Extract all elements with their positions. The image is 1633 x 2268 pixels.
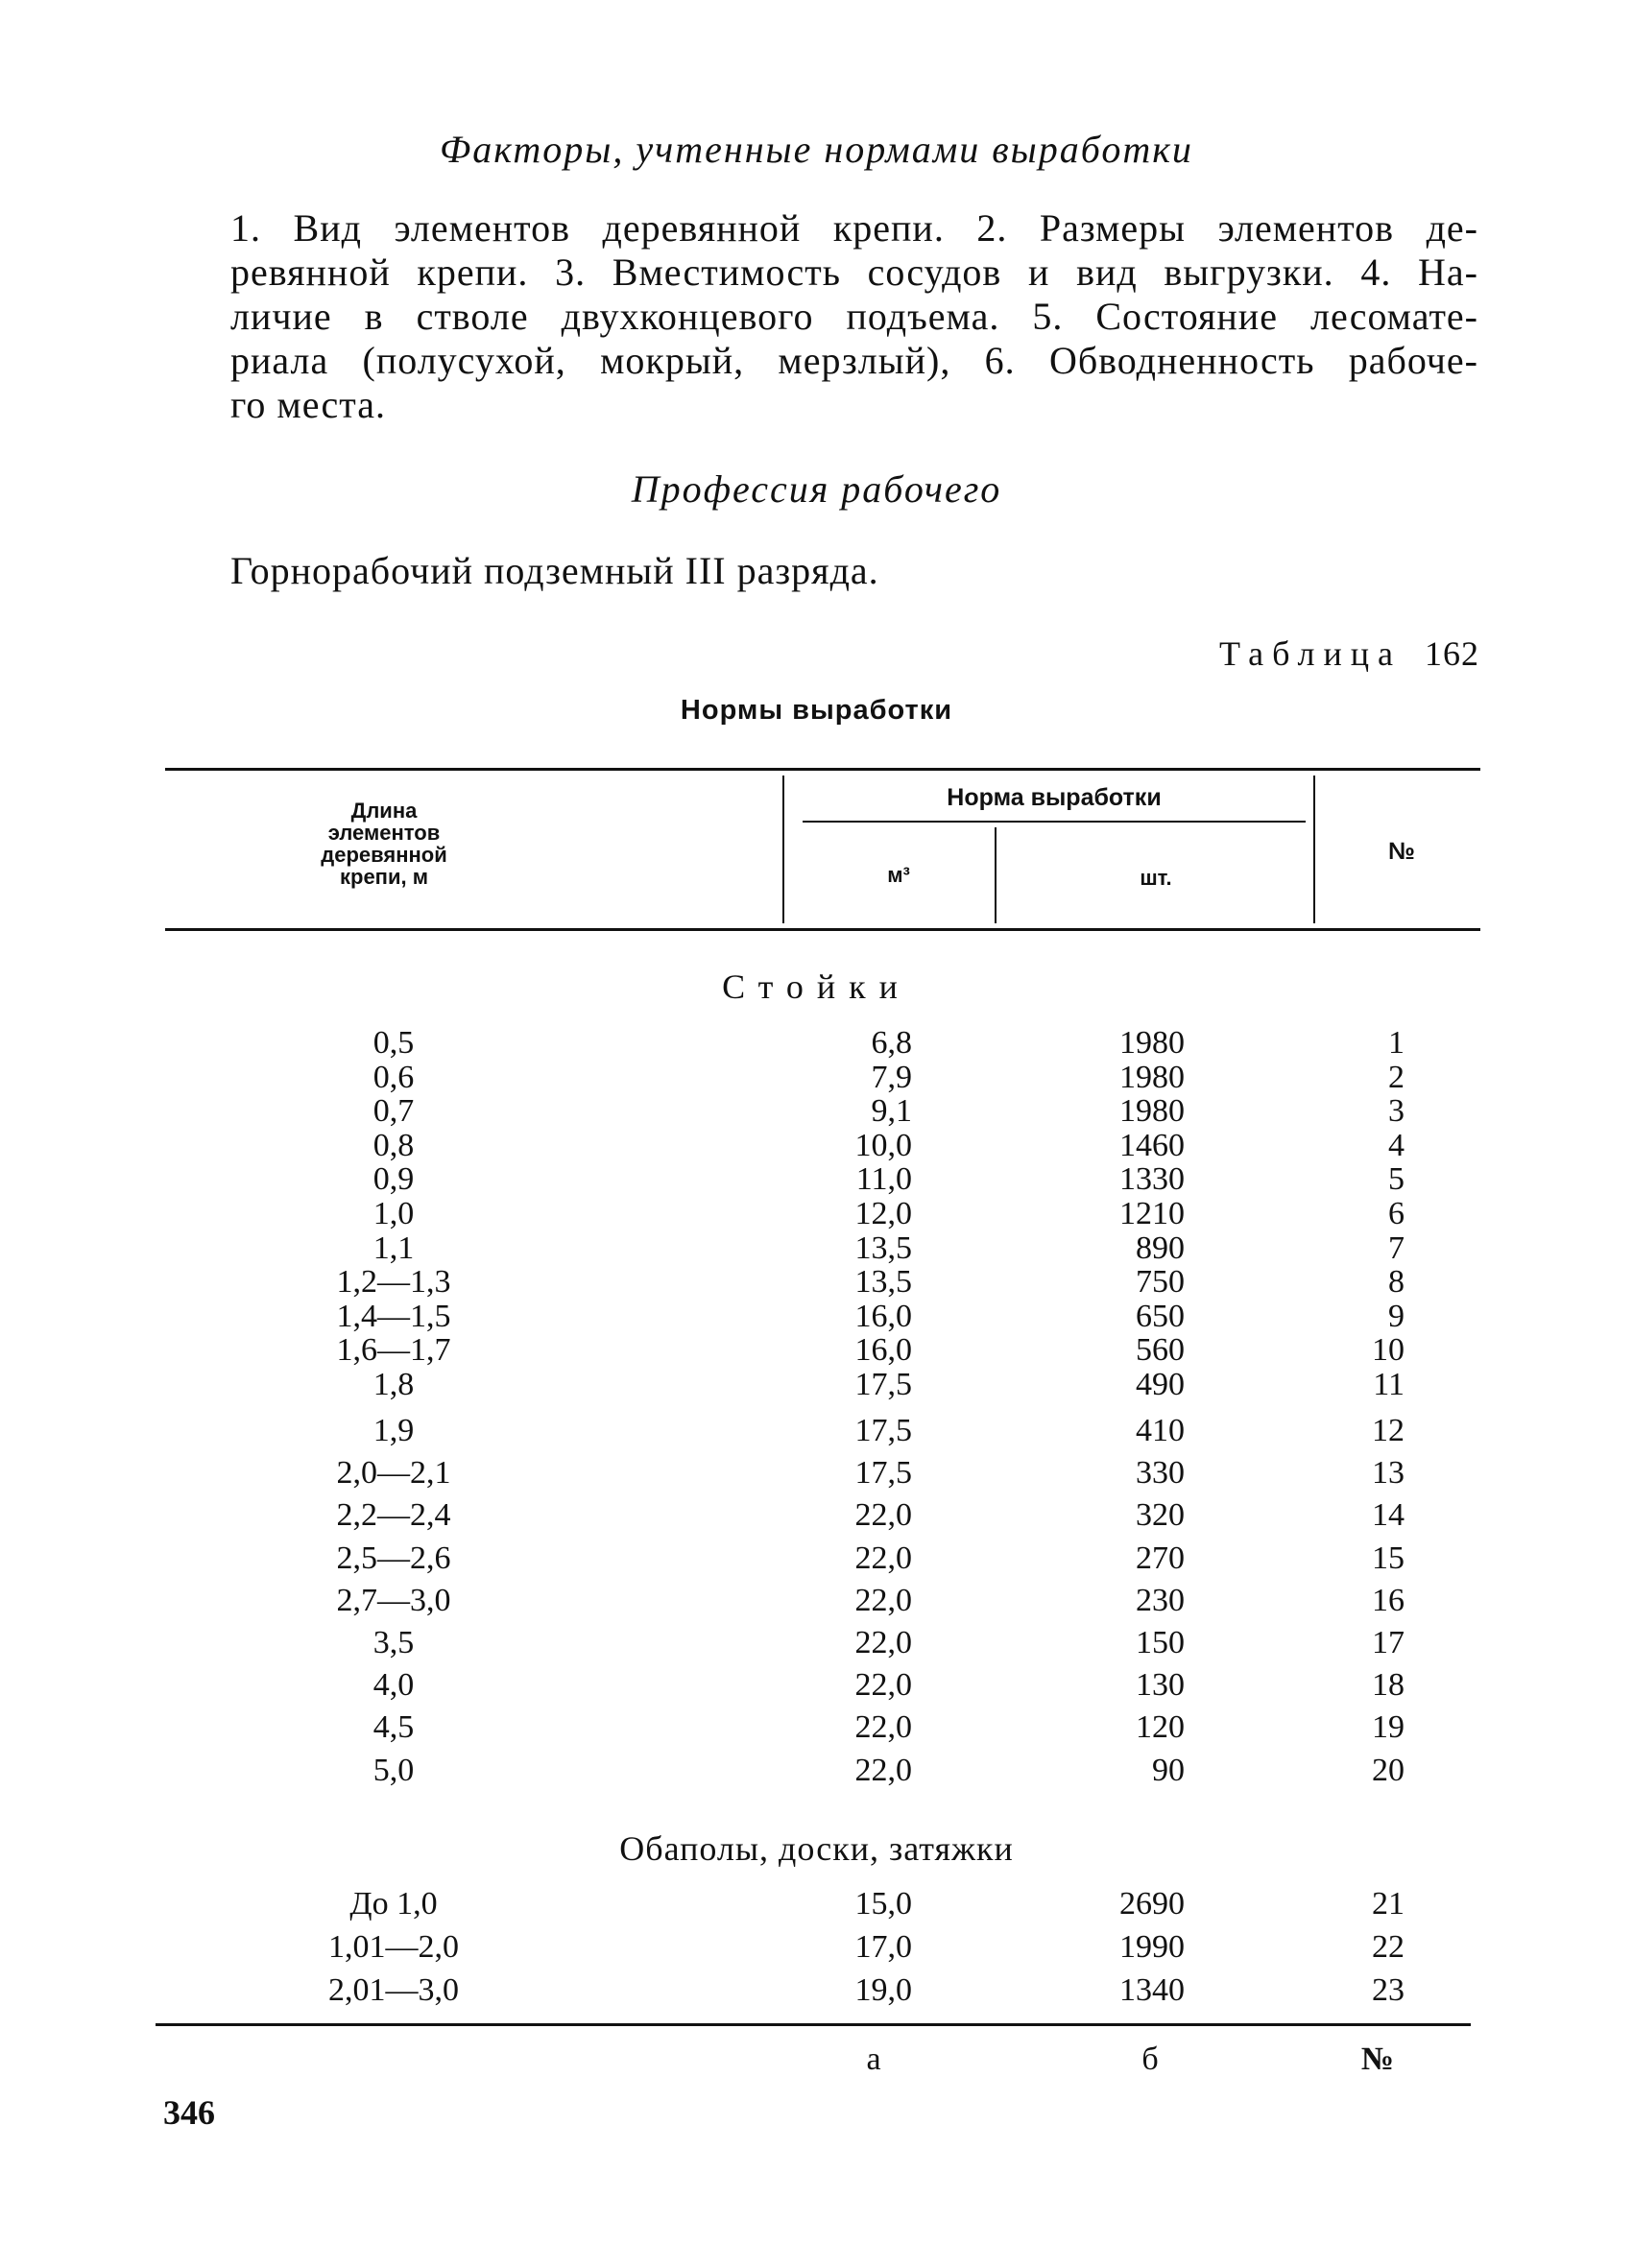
factors-line: 1. Вид элементов деревянной крепи. 2. Размеры элементов де-	[230, 206, 1478, 250]
table-row	[0, 1415, 1633, 1447]
cell-pcs: 1980	[1119, 1093, 1185, 1129]
cell-length: 1,8	[372, 1367, 415, 1402]
factors-line: риала (полусухой, мокрый, мерзлый), 6. Обводненность рабоче-	[230, 339, 1478, 382]
footer-label-b: б	[1141, 2041, 1159, 2077]
section-title-stoiki: Стойки	[722, 967, 911, 1006]
cell-no: 14	[1372, 1497, 1405, 1533]
cell-m3: 13,5	[854, 1264, 912, 1300]
cell-length: 2,2—2,4	[336, 1497, 451, 1533]
col-header-group: Норма выработки	[947, 784, 1162, 811]
cell-pcs: 490	[1136, 1367, 1185, 1402]
cell-m3: 22,0	[854, 1753, 912, 1788]
cell-m3: 22,0	[854, 1667, 912, 1703]
cell-no: 17	[1372, 1625, 1405, 1660]
cell-pcs: 1330	[1119, 1161, 1185, 1197]
header-bottom-rule	[165, 928, 1480, 931]
table-row	[0, 1542, 1633, 1575]
cell-no: 1	[1388, 1025, 1405, 1061]
cell-length: 1,01—2,0	[328, 1929, 459, 1965]
table-row	[0, 1369, 1633, 1401]
cell-no: 4	[1388, 1128, 1405, 1163]
cell-length: 1,6—1,7	[336, 1332, 451, 1368]
cell-no: 12	[1372, 1413, 1405, 1448]
cell-no: 16	[1372, 1583, 1405, 1618]
cell-length: 0,7	[372, 1093, 415, 1129]
table-row	[0, 1888, 1633, 1921]
table-top-rule	[165, 768, 1480, 771]
table-row	[0, 1669, 1633, 1702]
footer-label-a: а	[866, 2041, 881, 2077]
factors-paragraph	[230, 206, 1478, 427]
cell-m3: 11,0	[855, 1161, 912, 1197]
page-number: 346	[163, 2093, 215, 2132]
cell-m3: 9,1	[871, 1093, 912, 1129]
cell-no: 21	[1372, 1886, 1405, 1922]
cell-no: 11	[1373, 1367, 1405, 1402]
cell-length: 3,5	[372, 1625, 415, 1660]
cell-m3: 12,0	[854, 1196, 912, 1231]
cell-m3: 22,0	[854, 1583, 912, 1618]
cell-pcs: 1210	[1119, 1196, 1185, 1231]
cell-no: 5	[1388, 1161, 1405, 1197]
header-divider-mid	[995, 827, 997, 923]
cell-m3: 19,0	[854, 1972, 912, 2008]
header-divider-right	[1313, 776, 1315, 923]
cell-no: 2	[1388, 1060, 1405, 1095]
table-row	[0, 1457, 1633, 1490]
cell-pcs: 1980	[1119, 1025, 1185, 1061]
cell-no: 23	[1372, 1972, 1405, 2008]
table-bottom-rule	[156, 2023, 1471, 2026]
cell-m3: 22,0	[854, 1625, 912, 1660]
table-row	[0, 1130, 1633, 1162]
cell-pcs: 230	[1136, 1583, 1185, 1618]
factors-line: личие в стволе двухконцевого подъема. 5. Состояние лесомате-	[230, 295, 1478, 338]
cell-length: 1,1	[372, 1230, 415, 1266]
cell-m3: 17,5	[854, 1413, 912, 1448]
cell-pcs: 1460	[1119, 1128, 1185, 1163]
table-caption-number: 162	[1425, 634, 1479, 673]
table-row	[0, 1585, 1633, 1617]
cell-length: 1,4—1,5	[336, 1299, 451, 1334]
cell-m3: 15,0	[854, 1886, 912, 1922]
cell-length: 0,6	[372, 1060, 415, 1095]
col-header-no: №	[1388, 838, 1415, 865]
cell-no: 18	[1372, 1667, 1405, 1703]
cell-length: 1,2—1,3	[336, 1264, 451, 1300]
cell-no: 7	[1388, 1230, 1405, 1266]
cell-length: 2,01—3,0	[328, 1972, 459, 2008]
header-divider-left	[782, 776, 784, 923]
table-title: Нормы выработки	[680, 695, 953, 726]
table-row	[0, 1755, 1633, 1787]
factors-heading: Факторы, учтенные нормами выработки	[440, 128, 1193, 171]
section-title-obapoly: Обаполы, доски, затяжки	[619, 1829, 1014, 1868]
cell-length: 2,5—2,6	[336, 1540, 451, 1576]
cell-pcs: 90	[1152, 1753, 1185, 1788]
cell-m3: 16,0	[854, 1332, 912, 1368]
cell-pcs: 1340	[1119, 1972, 1185, 2008]
cell-pcs: 2690	[1119, 1886, 1185, 1922]
cell-length: 0,8	[372, 1128, 415, 1163]
table-row	[0, 1931, 1633, 1964]
cell-m3: 6,8	[871, 1025, 912, 1061]
cell-length: До 1,0	[349, 1886, 438, 1922]
cell-pcs: 560	[1136, 1332, 1185, 1368]
footer-label-no: №	[1360, 2041, 1395, 2077]
table-row	[0, 1974, 1633, 2007]
col-header-pcs: шт.	[1140, 866, 1172, 890]
cell-m3: 13,5	[854, 1230, 912, 1266]
cell-length: 0,9	[372, 1161, 415, 1197]
table-row	[0, 1266, 1633, 1299]
cell-no: 3	[1388, 1093, 1405, 1129]
factors-line: ревянной крепи. 3. Вместимость сосудов и вид выгрузки. 4. На-	[230, 251, 1478, 294]
cell-pcs: 330	[1136, 1455, 1185, 1491]
table-caption	[1219, 633, 1479, 674]
cell-length: 4,5	[372, 1709, 415, 1745]
col-header-length: Длина элементов деревянной крепи, м	[321, 799, 447, 889]
table-row	[0, 1334, 1633, 1367]
table-row	[0, 1198, 1633, 1230]
cell-pcs: 1990	[1119, 1929, 1185, 1965]
cell-length: 4,0	[372, 1667, 415, 1703]
cell-length: 1,0	[372, 1196, 415, 1231]
cell-no: 6	[1388, 1196, 1405, 1231]
cell-m3: 17,5	[854, 1367, 912, 1402]
cell-m3: 22,0	[854, 1709, 912, 1745]
col-header-m3: м³	[887, 863, 910, 887]
cell-m3: 22,0	[854, 1540, 912, 1576]
cell-pcs: 410	[1136, 1413, 1185, 1448]
cell-pcs: 120	[1136, 1709, 1185, 1745]
table-row	[0, 1711, 1633, 1744]
cell-m3: 17,5	[854, 1455, 912, 1491]
cell-m3: 22,0	[854, 1497, 912, 1533]
table-row	[0, 1627, 1633, 1659]
table-row	[0, 1301, 1633, 1333]
profession-heading: Профессия рабочего	[631, 467, 1002, 511]
cell-m3: 17,0	[854, 1929, 912, 1965]
table-row	[0, 1095, 1633, 1128]
table-row	[0, 1062, 1633, 1094]
cell-length: 0,5	[372, 1025, 415, 1061]
cell-pcs: 150	[1136, 1625, 1185, 1660]
cell-no: 15	[1372, 1540, 1405, 1576]
table-row	[0, 1163, 1633, 1196]
cell-no: 9	[1388, 1299, 1405, 1334]
table-row	[0, 1027, 1633, 1060]
cell-no: 8	[1388, 1264, 1405, 1300]
cell-pcs: 750	[1136, 1264, 1185, 1300]
cell-no: 19	[1372, 1709, 1405, 1745]
table-caption-word: Таблица	[1219, 634, 1402, 673]
cell-length: 2,7—3,0	[336, 1583, 451, 1618]
cell-m3: 10,0	[854, 1128, 912, 1163]
cell-pcs: 130	[1136, 1667, 1185, 1703]
cell-no: 10	[1372, 1332, 1405, 1368]
cell-pcs: 890	[1136, 1230, 1185, 1266]
header-group-rule	[803, 821, 1306, 823]
cell-pcs: 270	[1136, 1540, 1185, 1576]
cell-m3: 7,9	[871, 1060, 912, 1095]
cell-no: 22	[1372, 1929, 1405, 1965]
cell-pcs: 320	[1136, 1497, 1185, 1533]
cell-no: 20	[1372, 1753, 1405, 1788]
cell-length: 2,0—2,1	[336, 1455, 451, 1491]
cell-length: 5,0	[372, 1753, 415, 1788]
cell-pcs: 650	[1136, 1299, 1185, 1334]
cell-no: 13	[1372, 1455, 1405, 1491]
cell-m3: 16,0	[854, 1299, 912, 1334]
table-row	[0, 1232, 1633, 1265]
profession-text: Горнорабочий подземный III разряда.	[230, 549, 879, 592]
cell-length: 1,9	[372, 1413, 415, 1448]
table-row	[0, 1499, 1633, 1532]
factors-line: го места.	[230, 383, 386, 426]
cell-pcs: 1980	[1119, 1060, 1185, 1095]
